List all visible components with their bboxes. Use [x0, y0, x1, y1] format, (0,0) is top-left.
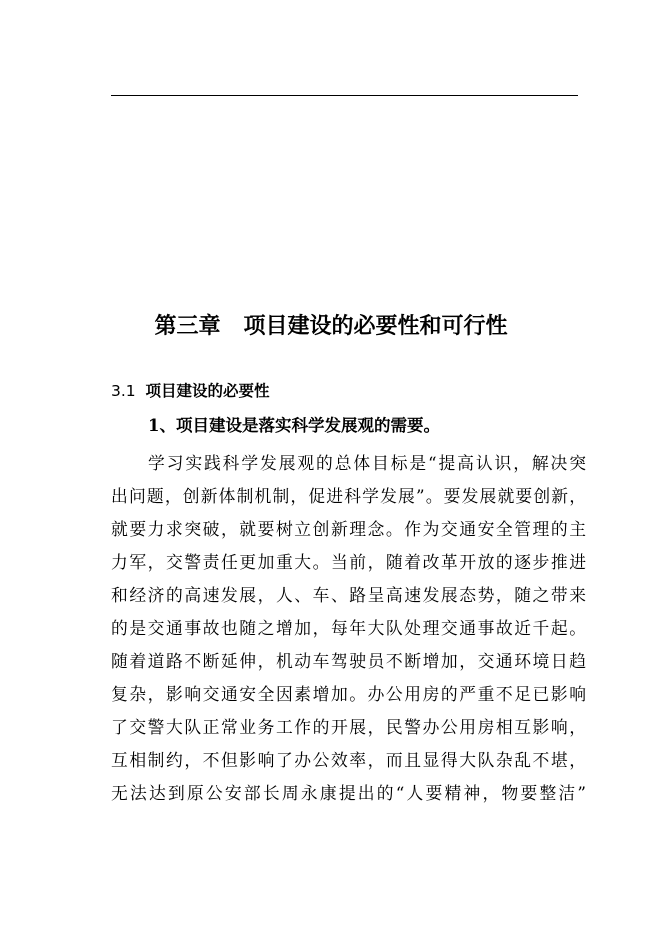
body-line: 学习实践科学发展观的总体目标是“提高认识，解决突: [148, 453, 586, 473]
header-rule: [111, 95, 578, 96]
body-line: 互相制约，不但影响了办公效率，而且显得大队杂乱不堪，: [111, 750, 586, 770]
body-line: 就要力求突破，就要树立创新理念。作为交通安全管理的主: [111, 519, 586, 539]
body-paragraph: [111, 447, 586, 810]
section-heading: [111, 380, 270, 402]
section-number: 3.1: [111, 382, 136, 400]
body-line: 和经济的高速发展，人、车、路呈高速发展态势，随之带来: [111, 585, 586, 605]
body-line: 复杂，影响交通安全因素增加。办公用房的严重不足已影响: [111, 684, 586, 704]
chapter-title: 第三章 项目建设的必要性和可行性: [154, 314, 508, 339]
body-line: 力军，交警责任更加重大。当前，随着改革开放的逐步推进: [111, 552, 586, 572]
section-title: 项目建设的必要性: [145, 382, 270, 400]
body-line: 了交警大队正常业务工作的开展，民警办公用房相互影响，: [111, 717, 586, 737]
body-line: 的是交通事故也随之增加，每年大队处理交通事故近千起。: [111, 618, 586, 638]
body-line: 随着道路不断延伸，机动车驾驶员不断增加，交通环境日趋: [111, 651, 586, 671]
subsection-heading: 1、项目建设是落实科学发展观的需要。: [148, 416, 440, 435]
body-line: 出问题，创新体制机制，促进科学发展”。要发展就要创新，: [111, 486, 586, 506]
body-line: 无法达到原公安部长周永康提出的“人要精神，物要整洁”: [111, 783, 586, 803]
